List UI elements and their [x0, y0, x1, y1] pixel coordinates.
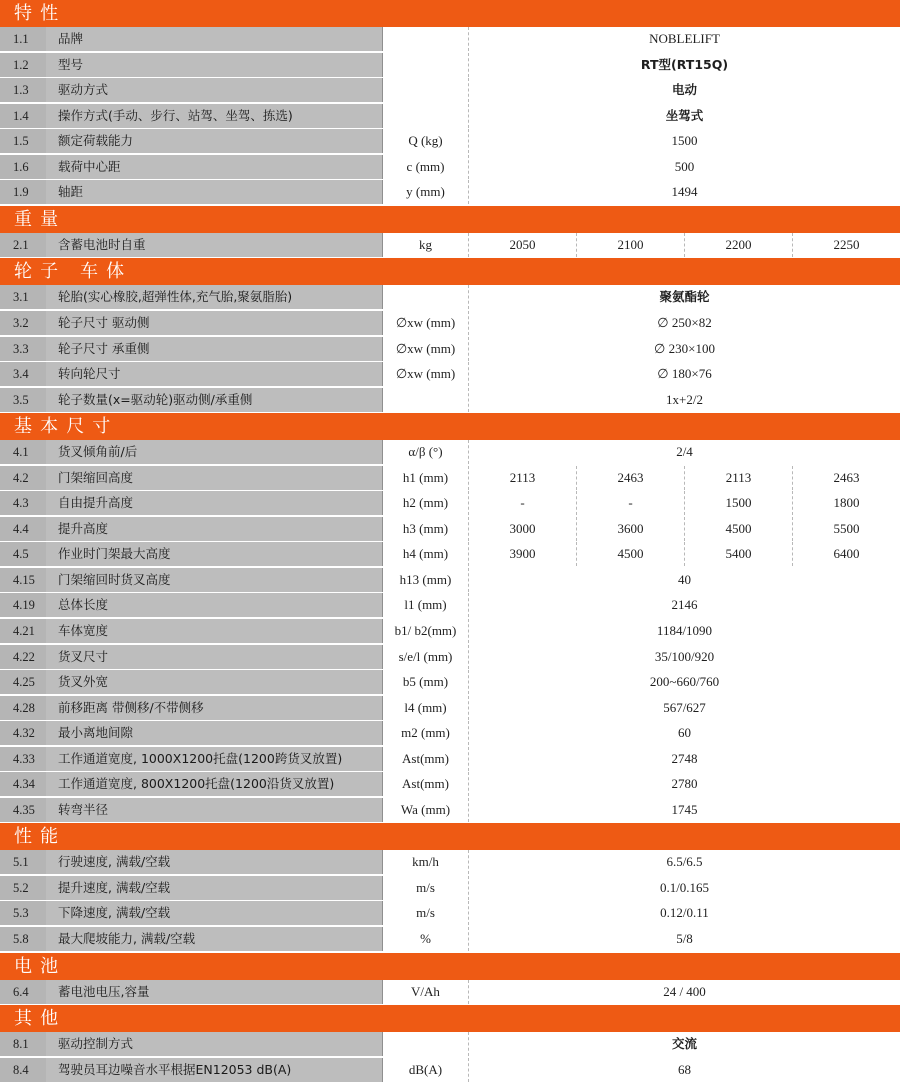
- spec-unit: l4 (mm): [382, 696, 468, 720]
- spec-label: 总体长度: [46, 593, 382, 617]
- spec-row: [0, 491, 900, 517]
- spec-value: 3600: [576, 517, 684, 541]
- spec-number: 3.2: [0, 311, 46, 335]
- spec-label: 轴距: [46, 180, 382, 204]
- spec-value: 聚氨酯轮: [468, 285, 900, 309]
- spec-value: -: [576, 491, 684, 515]
- spec-number: 4.33: [0, 747, 46, 771]
- spec-row: [0, 337, 900, 363]
- spec-number: 4.32: [0, 721, 46, 745]
- spec-unit: km/h: [382, 850, 468, 874]
- spec-row: [0, 362, 900, 388]
- spec-label: 轮子尺寸 承重侧: [46, 337, 382, 361]
- spec-value: 68: [468, 1058, 900, 1082]
- spec-unit: h4 (mm): [382, 542, 468, 566]
- spec-number: 1.4: [0, 104, 46, 128]
- spec-label: 行驶速度, 满载/空载: [46, 850, 382, 874]
- spec-value: 坐驾式: [468, 104, 900, 128]
- spec-value: 1500: [468, 129, 900, 153]
- section-title: 电池: [14, 956, 67, 977]
- spec-row: [0, 517, 900, 543]
- spec-row: [0, 747, 900, 773]
- spec-unit: dB(A): [382, 1058, 468, 1082]
- spec-label: 下降速度, 满载/空载: [46, 901, 382, 925]
- spec-label: 货叉尺寸: [46, 645, 382, 669]
- spec-row: [0, 772, 900, 798]
- spec-unit: ∅xw (mm): [382, 362, 468, 386]
- section-title: 重量: [14, 209, 67, 230]
- spec-unit: ∅xw (mm): [382, 311, 468, 335]
- spec-unit: [382, 388, 468, 412]
- spec-unit: h13 (mm): [382, 568, 468, 592]
- spec-value: 2/4: [468, 440, 900, 464]
- spec-value: 2748: [468, 747, 900, 771]
- spec-value: 200~660/760: [468, 670, 900, 694]
- spec-number: 5.8: [0, 927, 46, 951]
- spec-unit: [382, 27, 468, 51]
- spec-label: 驾驶员耳边噪音水平根据EN12053 dB(A): [46, 1058, 382, 1082]
- spec-number: 8.4: [0, 1058, 46, 1082]
- section-header-other: [0, 1005, 900, 1032]
- spec-value: 60: [468, 721, 900, 745]
- spec-value: 24 / 400: [468, 980, 900, 1004]
- spec-unit: b1/ b2(mm): [382, 619, 468, 643]
- spec-value: 3900: [468, 542, 576, 566]
- section-header-characteristics: [0, 0, 900, 27]
- spec-value: 1800: [792, 491, 900, 515]
- spec-value: 2200: [684, 233, 792, 257]
- spec-row: [0, 311, 900, 337]
- spec-label: 转弯半径: [46, 798, 382, 822]
- spec-value: 2050: [468, 233, 576, 257]
- spec-unit: h3 (mm): [382, 517, 468, 541]
- spec-row: [0, 619, 900, 645]
- spec-value: 3000: [468, 517, 576, 541]
- spec-number: 2.1: [0, 233, 46, 257]
- spec-value: 交流: [468, 1032, 900, 1056]
- spec-unit: m/s: [382, 901, 468, 925]
- spec-label: 蓄电池电压,容量: [46, 980, 382, 1004]
- spec-unit: h1 (mm): [382, 466, 468, 490]
- spec-value: 4500: [576, 542, 684, 566]
- spec-value: 6.5/6.5: [468, 850, 900, 874]
- spec-unit: s/e/l (mm): [382, 645, 468, 669]
- spec-row: [0, 53, 900, 79]
- spec-row: [0, 927, 900, 953]
- spec-label: 门架缩回高度: [46, 466, 382, 490]
- spec-label: 轮子尺寸 驱动侧: [46, 311, 382, 335]
- spec-value: 电动: [468, 78, 900, 102]
- spec-unit: ∅xw (mm): [382, 337, 468, 361]
- spec-number: 4.1: [0, 440, 46, 464]
- spec-value: 35/100/920: [468, 645, 900, 669]
- spec-row: [0, 876, 900, 902]
- spec-label: 自由提升高度: [46, 491, 382, 515]
- spec-number: 5.2: [0, 876, 46, 900]
- spec-row: [0, 542, 900, 568]
- spec-number: 4.28: [0, 696, 46, 720]
- spec-value: 2250: [792, 233, 900, 257]
- spec-label: 货叉倾角前/后: [46, 440, 382, 464]
- spec-row: [0, 593, 900, 619]
- spec-value: 1745: [468, 798, 900, 822]
- spec-label: 额定荷载能力: [46, 129, 382, 153]
- section-title: 基本尺寸: [14, 416, 119, 437]
- spec-number: 4.5: [0, 542, 46, 566]
- spec-unit: c (mm): [382, 155, 468, 179]
- spec-row: [0, 980, 900, 1006]
- spec-row: [0, 27, 900, 53]
- spec-unit: %: [382, 927, 468, 951]
- spec-value: 5400: [684, 542, 792, 566]
- spec-unit: [382, 78, 468, 102]
- spec-row: [0, 645, 900, 671]
- spec-row: [0, 180, 900, 206]
- spec-unit: V/Ah: [382, 980, 468, 1004]
- spec-number: 4.21: [0, 619, 46, 643]
- spec-row: [0, 850, 900, 876]
- spec-row: [0, 670, 900, 696]
- spec-number: 5.1: [0, 850, 46, 874]
- spec-value: RT型(RT15Q): [468, 53, 900, 77]
- spec-value: -: [468, 491, 576, 515]
- spec-row: [0, 901, 900, 927]
- spec-row: [0, 568, 900, 594]
- section-header-dimensions: [0, 413, 900, 440]
- spec-unit: b5 (mm): [382, 670, 468, 694]
- spec-row: [0, 798, 900, 824]
- spec-number: 4.19: [0, 593, 46, 617]
- spec-unit: Q (kg): [382, 129, 468, 153]
- spec-number: 3.1: [0, 285, 46, 309]
- spec-unit: m2 (mm): [382, 721, 468, 745]
- section-title: 性能: [14, 826, 67, 847]
- spec-number: 4.22: [0, 645, 46, 669]
- spec-row: [0, 233, 900, 259]
- spec-number: 1.3: [0, 78, 46, 102]
- spec-value: 1500: [684, 491, 792, 515]
- spec-unit: Ast(mm): [382, 772, 468, 796]
- spec-unit: h2 (mm): [382, 491, 468, 515]
- spec-number: 3.3: [0, 337, 46, 361]
- spec-label: 型号: [46, 53, 382, 77]
- spec-value: NOBLELIFT: [468, 27, 900, 51]
- spec-unit: [382, 285, 468, 309]
- spec-value: 1494: [468, 180, 900, 204]
- spec-label: 驱动控制方式: [46, 1032, 382, 1056]
- spec-value: 6400: [792, 542, 900, 566]
- spec-value: 40: [468, 568, 900, 592]
- spec-label: 最小离地间隙: [46, 721, 382, 745]
- spec-value: ∅ 180×76: [468, 362, 900, 386]
- spec-row: [0, 129, 900, 155]
- spec-value: 1x+2/2: [468, 388, 900, 412]
- spec-number: 8.1: [0, 1032, 46, 1056]
- spec-label: 操作方式(手动、步行、站驾、坐驾、拣选): [46, 104, 382, 128]
- spec-label: 货叉外宽: [46, 670, 382, 694]
- spec-label: 提升高度: [46, 517, 382, 541]
- spec-label: 驱动方式: [46, 78, 382, 102]
- spec-label: 作业时门架最大高度: [46, 542, 382, 566]
- spec-row: [0, 696, 900, 722]
- spec-value: 500: [468, 155, 900, 179]
- spec-value: 5/8: [468, 927, 900, 951]
- spec-row: [0, 440, 900, 466]
- spec-number: 3.4: [0, 362, 46, 386]
- spec-unit: [382, 104, 468, 128]
- spec-label: 工作通道宽度, 1000X1200托盘(1200跨货叉放置): [46, 747, 382, 771]
- section-header-wheels: [0, 258, 900, 285]
- spec-row: [0, 721, 900, 747]
- spec-value: 2463: [792, 466, 900, 490]
- spec-unit: kg: [382, 233, 468, 257]
- section-header-performance: [0, 823, 900, 850]
- spec-number: 1.1: [0, 27, 46, 51]
- spec-label: 门架缩回时货叉高度: [46, 568, 382, 592]
- spec-number: 6.4: [0, 980, 46, 1004]
- spec-value: 0.1/0.165: [468, 876, 900, 900]
- section-title: 特性: [14, 3, 67, 24]
- spec-row: [0, 285, 900, 311]
- spec-value: 2113: [468, 466, 576, 490]
- spec-unit: l1 (mm): [382, 593, 468, 617]
- spec-number: 5.3: [0, 901, 46, 925]
- spec-value: 2780: [468, 772, 900, 796]
- spec-value: 2146: [468, 593, 900, 617]
- spec-value: 2463: [576, 466, 684, 490]
- spec-label: 含蓄电池时自重: [46, 233, 382, 257]
- spec-row: [0, 104, 900, 130]
- spec-value: 567/627: [468, 696, 900, 720]
- spec-unit: α/β (°): [382, 440, 468, 464]
- spec-value: 1184/1090: [468, 619, 900, 643]
- spec-row: [0, 1032, 900, 1058]
- spec-number: 4.2: [0, 466, 46, 490]
- spec-number: 4.25: [0, 670, 46, 694]
- spec-number: 1.6: [0, 155, 46, 179]
- spec-value: 2113: [684, 466, 792, 490]
- spec-label: 品牌: [46, 27, 382, 51]
- spec-value: 2100: [576, 233, 684, 257]
- spec-label: 轮子数量(x=驱动轮)驱动侧/承重侧: [46, 388, 382, 412]
- spec-value: 5500: [792, 517, 900, 541]
- spec-number: 4.3: [0, 491, 46, 515]
- spec-row: [0, 1058, 900, 1084]
- spec-number: 3.5: [0, 388, 46, 412]
- spec-unit: m/s: [382, 876, 468, 900]
- spec-unit: Wa (mm): [382, 798, 468, 822]
- section-header-battery: [0, 953, 900, 980]
- spec-row: [0, 388, 900, 414]
- section-title: 其他: [14, 1008, 67, 1029]
- spec-label: 前移距离 带侧移/不带侧移: [46, 696, 382, 720]
- section-header-weight: [0, 206, 900, 233]
- spec-label: 载荷中心距: [46, 155, 382, 179]
- spec-label: 最大爬坡能力, 满载/空载: [46, 927, 382, 951]
- spec-number: 4.35: [0, 798, 46, 822]
- spec-row: [0, 155, 900, 181]
- spec-value: ∅ 250×82: [468, 311, 900, 335]
- spec-number: 4.15: [0, 568, 46, 592]
- spec-number: 4.4: [0, 517, 46, 541]
- spec-number: 1.9: [0, 180, 46, 204]
- spec-row: [0, 466, 900, 492]
- spec-unit: Ast(mm): [382, 747, 468, 771]
- spec-label: 提升速度, 满载/空载: [46, 876, 382, 900]
- spec-label: 工作通道宽度, 800X1200托盘(1200沿货叉放置): [46, 772, 382, 796]
- section-title: 轮子 车体: [14, 261, 133, 282]
- spec-unit: [382, 53, 468, 77]
- spec-number: 1.5: [0, 129, 46, 153]
- spec-unit: [382, 1032, 468, 1056]
- spec-label: 转向轮尺寸: [46, 362, 382, 386]
- spec-label: 车体宽度: [46, 619, 382, 643]
- spec-number: 1.2: [0, 53, 46, 77]
- spec-number: 4.34: [0, 772, 46, 796]
- spec-label: 轮胎(实心橡胶,超弹性体,充气胎,聚氨脂胎): [46, 285, 382, 309]
- spec-value: ∅ 230×100: [468, 337, 900, 361]
- spec-value: 0.12/0.11: [468, 901, 900, 925]
- spec-unit: y (mm): [382, 180, 468, 204]
- spec-value: 4500: [684, 517, 792, 541]
- spec-row: [0, 78, 900, 104]
